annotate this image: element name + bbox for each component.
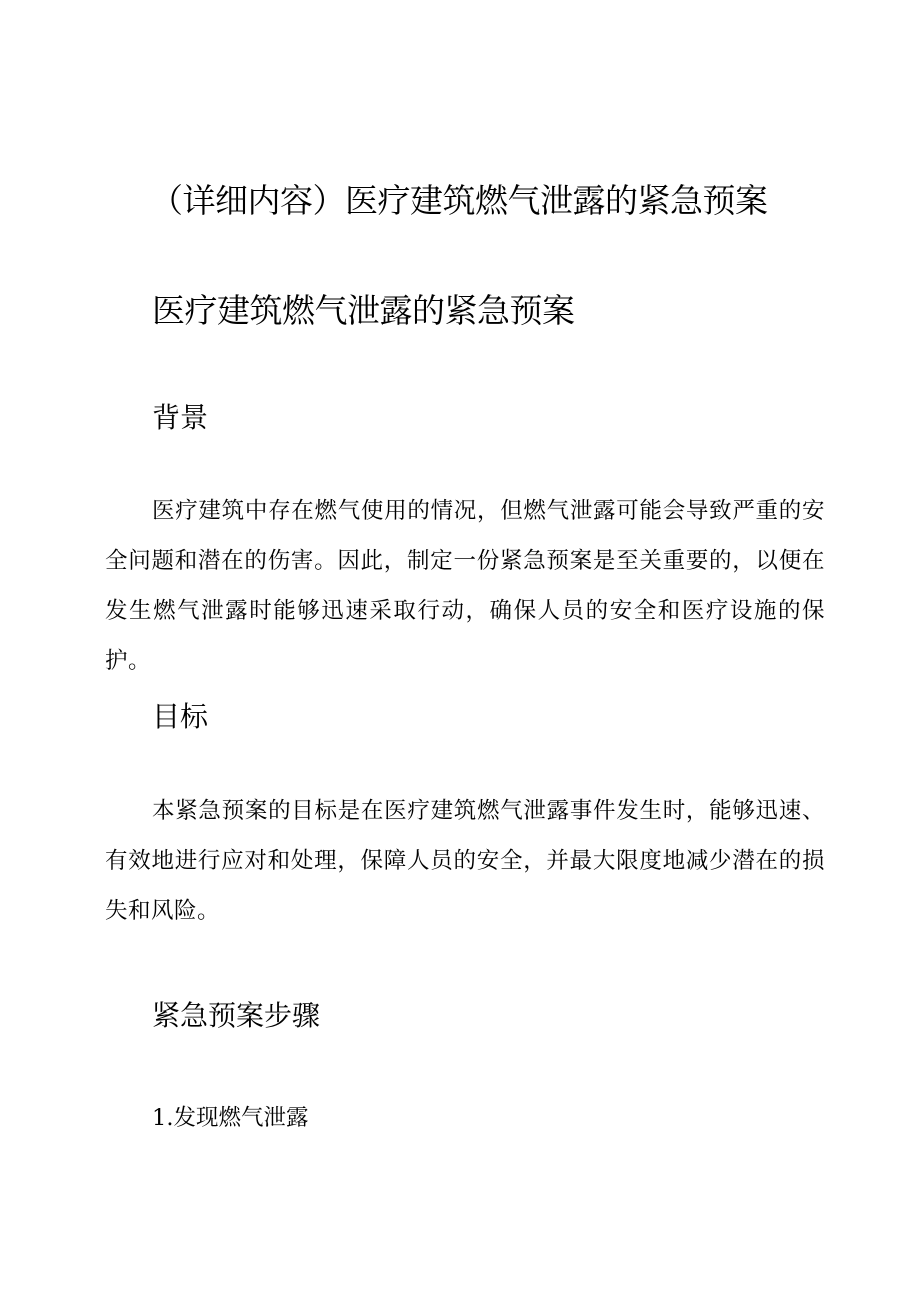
background-paragraph: 医疗建筑中存在燃气使用的情况，但燃气泄露可能会导致严重的安全问题和潜在的伤害。因此，制定一份紧急预案是至关重要的，以便在发生燃气泄露时能够迅速采取行动，确保人员的安全和医疗设施的保护。	[105, 498, 825, 674]
section-heading-background: 背景	[152, 401, 209, 434]
goals-paragraph: 本紧急预案的目标是在医疗建筑燃气泄露事件发生时，能够迅速、有效地进行应对和处理，保障人员的安全，并最大限度地减少潜在的损失和风险。	[105, 798, 825, 924]
section-heading-goals: 目标	[152, 700, 209, 733]
step-item-1: 1.发现燃气泄露	[152, 1105, 309, 1131]
document-title: （详细内容）医疗建筑燃气泄露的紧急预案	[150, 181, 768, 220]
document-subtitle: 医疗建筑燃气泄露的紧急预案	[152, 291, 575, 330]
section-heading-steps: 紧急预案步骤	[152, 999, 321, 1032]
